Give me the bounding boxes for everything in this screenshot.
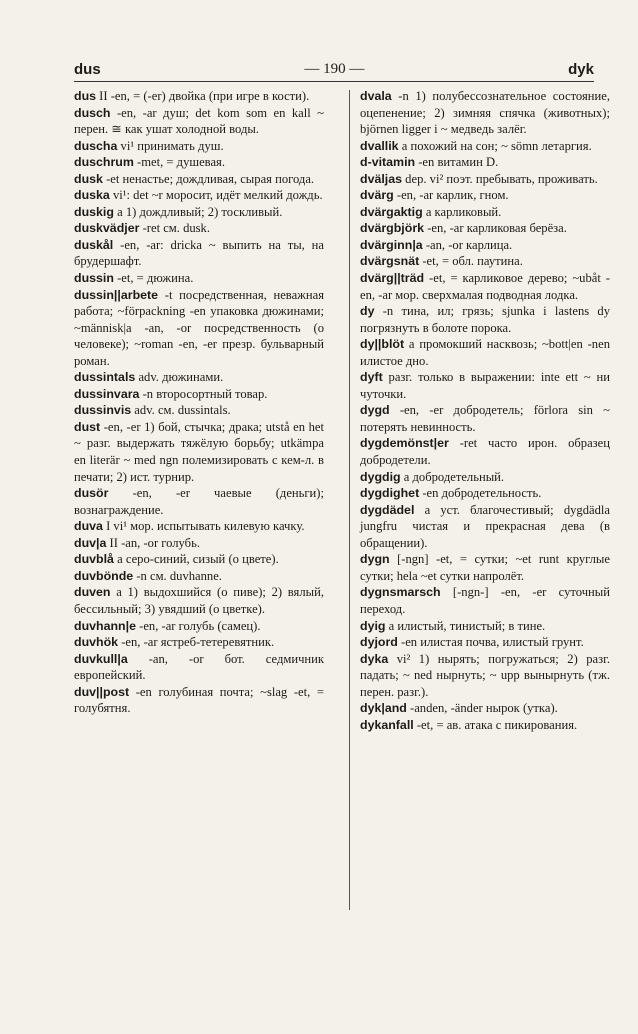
dictionary-entry: dvärginn|a -an, -or карлица. [360,237,513,252]
dictionary-entry: dvallik a похожий на сон; ~ sömn летаргия. [360,138,592,153]
column-divider [349,90,350,910]
dictionary-entry: dusk -et ненастье; дождливая, сырая погода. [74,171,315,186]
dictionary-entry: dyk|and -anden, -änder нырок (утка). [360,701,558,716]
dictionary-entry: dyjord -en илистая почва, илистый грунт. [360,635,584,650]
dictionary-entry: dvärgbjörk -en, -ar карликовая берёза. [360,221,567,236]
dictionary-entry: duvkull|a -an, -or бот. седмичник европейский. [74,651,324,683]
dictionary-entry: dygd -en, -er добродетель; förlora sin ~ потерять невинность. [360,403,610,434]
dictionary-entry: dygnsmarsch [-ngn-] -en, -er суточный переход. [360,585,610,616]
dictionary-entry: dväljas dep. vi² поэт. пребывать, проживать. [360,171,598,186]
dictionary-entry: dussin||arbete -t посредственная, неважная работа; ~förpackning -en упаковка дюжинами; ~människ|a -an, -or посредственность (о человеке); ~roman -en, -er презр. бульварный роман. [74,287,324,368]
dictionary-entry: dyka vi² 1) нырять; погружаться; 2) разг. падать; ~ ned нырнуть; ~ upp вынырнуть (тж. перен. разг.). [360,651,610,699]
dictionary-entry: dvärg||träd -et, = карликовое дерево; ~ubåt -en, -ar мор. сверхмалая подводная лодка. [360,271,610,302]
left-column [74,88,324,717]
dictionary-entry: dygn [-ngn] -et, = сутки; ~et runt круглые сутки; hela ~et сутки напролёт. [360,552,610,583]
dictionary-entry: dyig a илистый, тинистый; в тине. [360,618,546,633]
dictionary-entry: dusch -en, -ar душ; det kom som en kall ~ перен. ≅ как ушат холодной воды. [74,105,324,137]
dictionary-entry: duvhök -en, -ar ястреб-тетеревятник. [74,635,275,650]
dictionary-entry: dussinvara -n второсортный товар. [74,386,268,401]
dictionary-entry: dussinvis adv. см. dussintals. [74,403,231,418]
dictionary-entry: dygdig a добродетельный. [360,469,505,484]
dictionary-entry: duskig a 1) дождливый; 2) тоскливый. [74,204,283,219]
dictionary-entry: duschrum -met, = душевая. [74,155,225,170]
dictionary-entry: dy -n тина, ил; грязь; sjunka i lastens dy погрязнуть в болоте порока. [360,304,610,335]
dictionary-entry: dust -en, -er 1) бой, стычка; драка; utstå en het ~ разг. выдержать тяжёлую борьбу; utkämpa en literär ~ med ngn полемизировать с кем-л. в печати; 2) ист. турнир. [74,419,324,484]
dictionary-entry: dygdädel a уст. благочестивый; dygdädla jungfru чистая и прекрасная дева (в обращении). [360,502,610,550]
dictionary-entry: duv|a II -an, -or голубь. [74,535,200,550]
right-guide-word: dyk [568,61,594,78]
dictionary-entry: dygdemönst|er -ret часто ирон. образец добродетели. [360,436,610,468]
dictionary-entry: duvbönde -n см. duvhanne. [74,568,222,583]
dictionary-entry: dyft разг. только в выражении: inte ett ~ ни чуточки. [360,370,610,401]
right-column [360,88,610,733]
page-number: — 190 — [304,61,365,77]
dictionary-entry: duskvädjer -ret см. dusk. [74,221,211,236]
dictionary-entry: dygdighet -en добродетельность. [360,486,542,501]
dictionary-entry: d-vitamin -en витамин D. [360,155,499,170]
dictionary-entry: dusör -en, -er чаевые (деньги); вознаграждение. [74,486,324,517]
dictionary-entry: dykanfall -et, = ав. атака с пикирования. [360,717,578,732]
dictionary-entry: dussintals adv. дюжинами. [74,370,224,385]
dictionary-entry: duskål -en, -ar: dricka ~ выпить на ты, на брудершафт. [74,237,324,269]
dictionary-entry: duvhann|e -en, -ar голубь (самец). [74,618,261,633]
dictionary-entry: duva I vi¹ мор. испытывать килевую качку. [74,519,305,534]
dictionary-entry: dussin -et, = дюжина. [74,271,194,286]
dictionary-entry: dvärgaktig a карликовый. [360,204,502,219]
dictionary-entry: duvblå a серо-синий, сизый (о цвете). [74,552,279,567]
dictionary-entry: dvärg -en, -ar карлик, гном. [360,188,509,203]
dictionary-entry: duven a 1) выдохшийся (о пиве); 2) вялый, бессильный; 3) увядший (о цветке). [74,585,324,616]
dictionary-entry: dvala -n 1) полубессознательное состояние, оцепенение; 2) зимняя спячка (животных); björnen ligger i ~ медведь залёг. [360,89,610,137]
dictionary-entry: duska vi¹: det ~r моросит, идёт мелкий дождь. [74,188,323,203]
dictionary-entry: dvärgsnät -et, = обл. паутина. [360,254,523,269]
dictionary-entry: duscha vi¹ принимать душ. [74,138,224,153]
dictionary-entry: dy||blöt a промокший насквозь; ~bott|en -nen илистое дно. [360,337,610,368]
dictionary-entry: dus II -en, = (-er) двойка (при игре в кости). [74,89,310,103]
dictionary-entry: duv||post -en голубиная почта; ~slag -et, = голубятня. [74,684,324,716]
left-guide-word: dus [74,61,101,78]
page-header [74,56,594,82]
